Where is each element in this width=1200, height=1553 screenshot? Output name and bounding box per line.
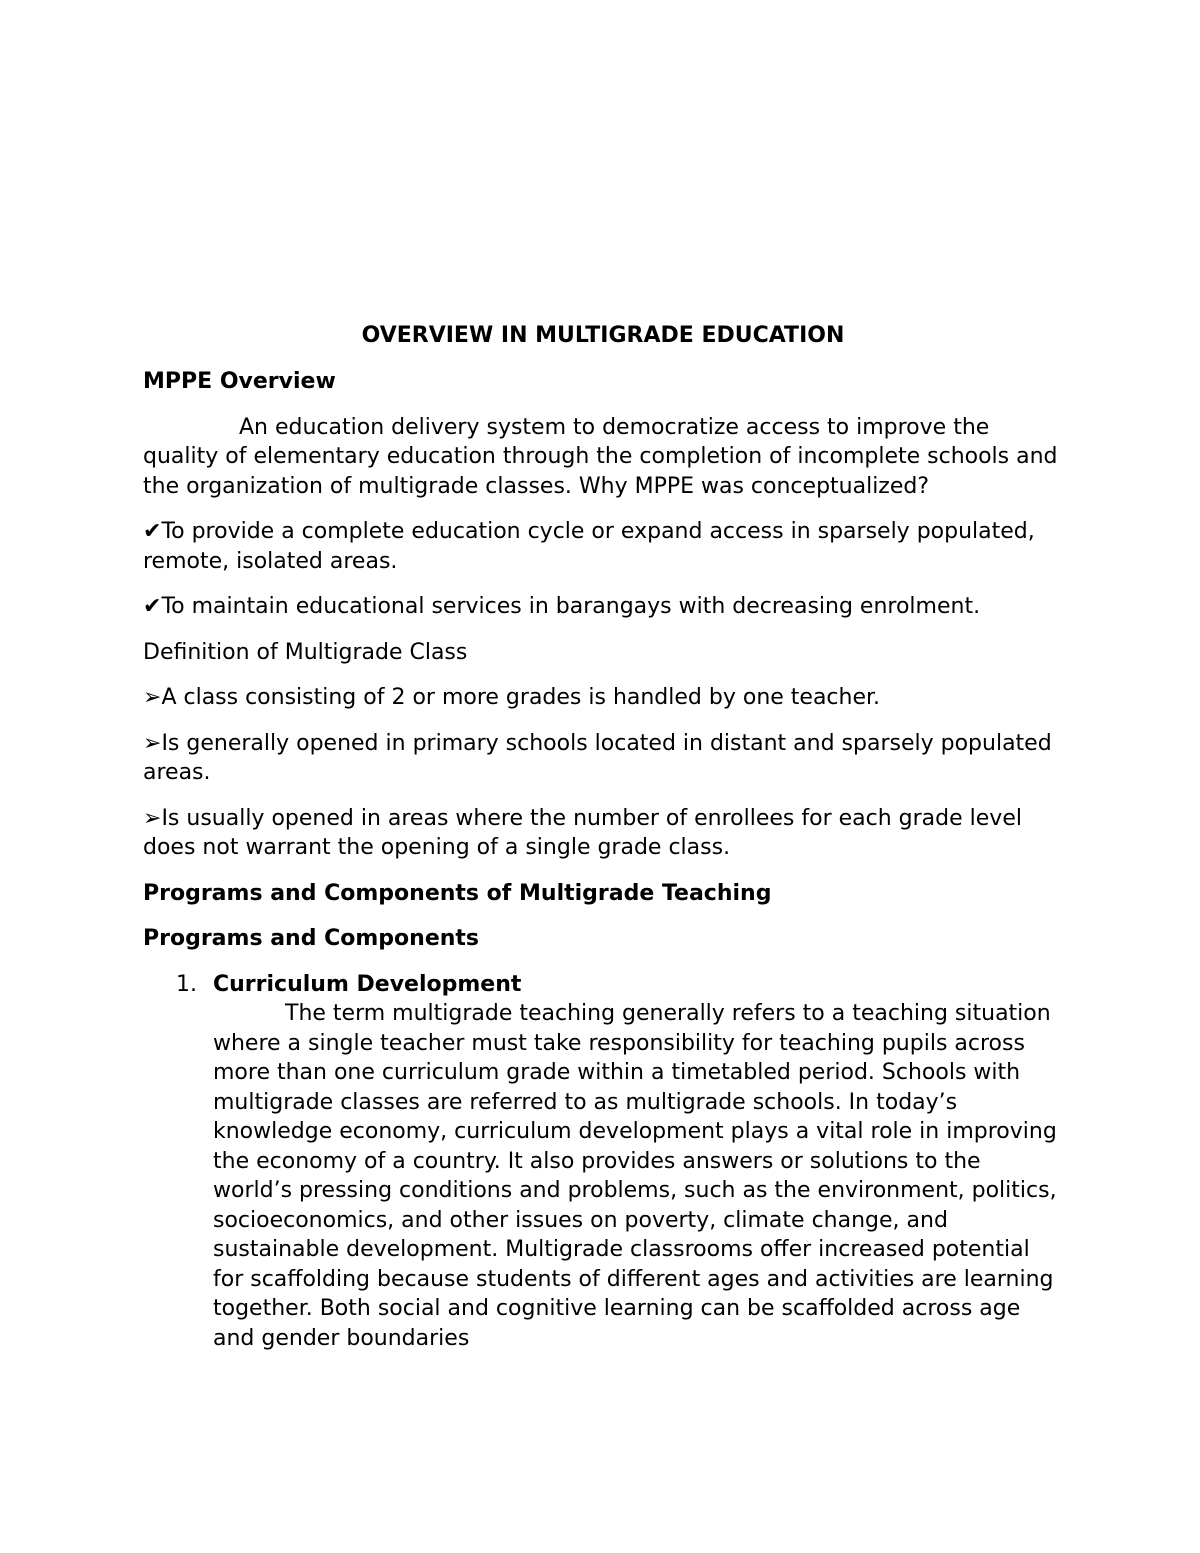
mppe-overview-paragraph: An education delivery system to democratize access to improve the quality of elementary education through the completion of incomplete schools and the organization of multigrade classes. Why MPPE was conceptualized? xyxy=(143,414,1058,499)
list-item-title: Curriculum Development xyxy=(213,971,522,997)
list-item xyxy=(143,970,1063,1354)
definition-heading: Definition of Multigrade Class xyxy=(143,639,468,665)
check-bullet-text: To maintain educational services in barangays with decreasing enrolment. xyxy=(161,594,981,619)
arrow-bullet-icon: ➢ xyxy=(143,685,162,710)
arrow-bullet-icon: ➢ xyxy=(143,730,162,756)
arrow-bullet-item xyxy=(143,729,1063,788)
list-item-body: The term multigrade teaching generally refers to a teaching situation where a single teacher must take responsibility for teaching pupils across more than one curriculum grade within a timetabled period. Schools with multigrade classes are referred to as multigrade schools. In today’s knowledge economy, curriculum development plays a vital role in improving the economy of a country. It also provides answers or solutions to the world’s pressing conditions and problems, such as the environment, politics, socioeconomics, and other issues on poverty, climate change, and sustainable development. Multigrade classrooms offer increased potential for scaffolding because students of different ages and activities are learning together. Both social and cognitive learning can be scaffolded across age and gender boundaries xyxy=(213,1001,1057,1351)
arrow-bullet-text: Is usually opened in areas where the number of enrollees for each grade level does not warrant the opening of a single grade class. xyxy=(143,805,1022,860)
checkmark-icon: ✔ xyxy=(143,594,162,619)
check-bullet-text: To provide a complete education cycle or expand access in sparsely populated, remote, isolated areas. xyxy=(143,519,1035,574)
mppe-overview-heading: MPPE Overview xyxy=(143,369,336,394)
document-content xyxy=(143,320,1063,1353)
document-title: OVERVIEW IN MULTIGRADE EDUCATION xyxy=(361,323,845,348)
checkmark-icon: ✔ xyxy=(143,519,162,544)
list-item-number: 1. xyxy=(176,971,197,997)
numbered-list xyxy=(143,970,1063,1354)
arrow-bullet-item xyxy=(143,804,1063,863)
programs-components-teaching-heading: Programs and Components of Multigrade Teaching xyxy=(143,880,772,906)
arrow-bullet-icon: ➢ xyxy=(143,805,162,831)
check-bullet-item xyxy=(143,592,1063,622)
arrow-bullet-text: A class consisting of 2 or more grades is handled by one teacher. xyxy=(161,685,881,710)
programs-components-heading: Programs and Components xyxy=(143,926,480,951)
arrow-bullet-item xyxy=(143,683,1063,713)
check-bullet-item xyxy=(143,517,1063,576)
arrow-bullet-text: Is generally opened in primary schools located in distant and sparsely populated areas. xyxy=(143,730,1052,785)
